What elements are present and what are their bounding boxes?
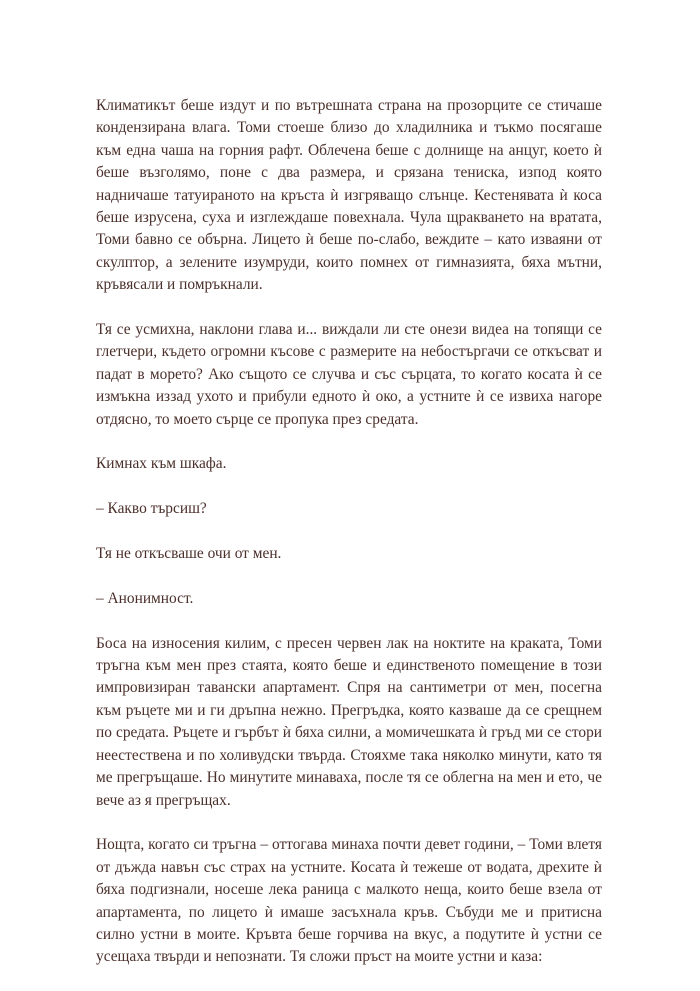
paragraph-2: Тя се усмихна, наклони глава и... виждали ли сте онези видеа на топящи се глетчери, където огромни късове с размерите на небостъргачи се откъсват и падат в морето? Ако същото се случва и със сърцата, то когато косата ѝ се измъкна иззад ухото и прибули едното ѝ око, а устните ѝ се извиха нагоре отдясно, то моето сърце се пропука през средата.	[96, 321, 602, 428]
document-page	[96, 95, 602, 991]
paragraph-5: Тя не откъсваше очи от мен.	[96, 545, 282, 563]
paragraph-8: Нощта, когато си тръгна – оттогава минаха почти девет години, – Томи влетя от дъжда навън със страх на устните. Косата ѝ тежеше от водата, дрехите ѝ бяха подгизнали, носеше лека раница с малкото неща, които беше взела от апартамента, по лицето ѝ имаше засъхнала кръв. Събуди ме и притисна силно устни в моите. Кръвта беше горчива на вкус, а подутите ѝ устни се усещаха твърди и непознати. Тя сложи пръст на моите устни и каза:	[96, 836, 602, 966]
paragraph-3: Кимнах към шкафа.	[96, 455, 227, 473]
paragraph-6-dialogue: – Анонимност.	[96, 589, 194, 607]
paragraph-1: Климатикът беше издут и по вътрешната страна на прозорците се стичаше кондензирана влага. Томи стоеше близо до хладилника и тъкмо посягаше към една чаша на горния рафт. Облечена беше с долнище на анцуг, което ѝ беше възголямо, поне с два размера, и срязана тениска, изпод която надничаше татуираното на кръста ѝ изгряващо слънце. Кестенявата ѝ коса беше изрусена, суха и изглеждаше повехнала. Чула щракването на вратата, Томи бавно се обърна. Лицето ѝ беше по-слабо, веждите – като изваяни от скулптор, а зелените изумруди, които помнех от гимназията, бяха мътни, кръвясали и помръкнали.	[96, 97, 602, 294]
paragraph-4-dialogue: – Какво търсиш?	[96, 500, 207, 518]
paragraph-7: Боса на износения килим, с пресен червен лак на ноктите на краката, Томи тръгна към мен през стаята, която беше и единственото помещение в този импровизиран тавански апартамент. Спря на сантиметри от мен, посегна към ръцете ми и ги дръпна нежно. Прегръдка, която казваше да се срещнем по средата. Ръцете и гърбът ѝ бяха силни, а момичешката ѝ гръд ми се стори неестествена и по холивудски твърда. Стояхме така няколко минути, като тя ме прегръщаше. Но минутите минаваха, после тя се облегна на мен и ето, че вече аз я прегръщах.	[96, 634, 602, 809]
